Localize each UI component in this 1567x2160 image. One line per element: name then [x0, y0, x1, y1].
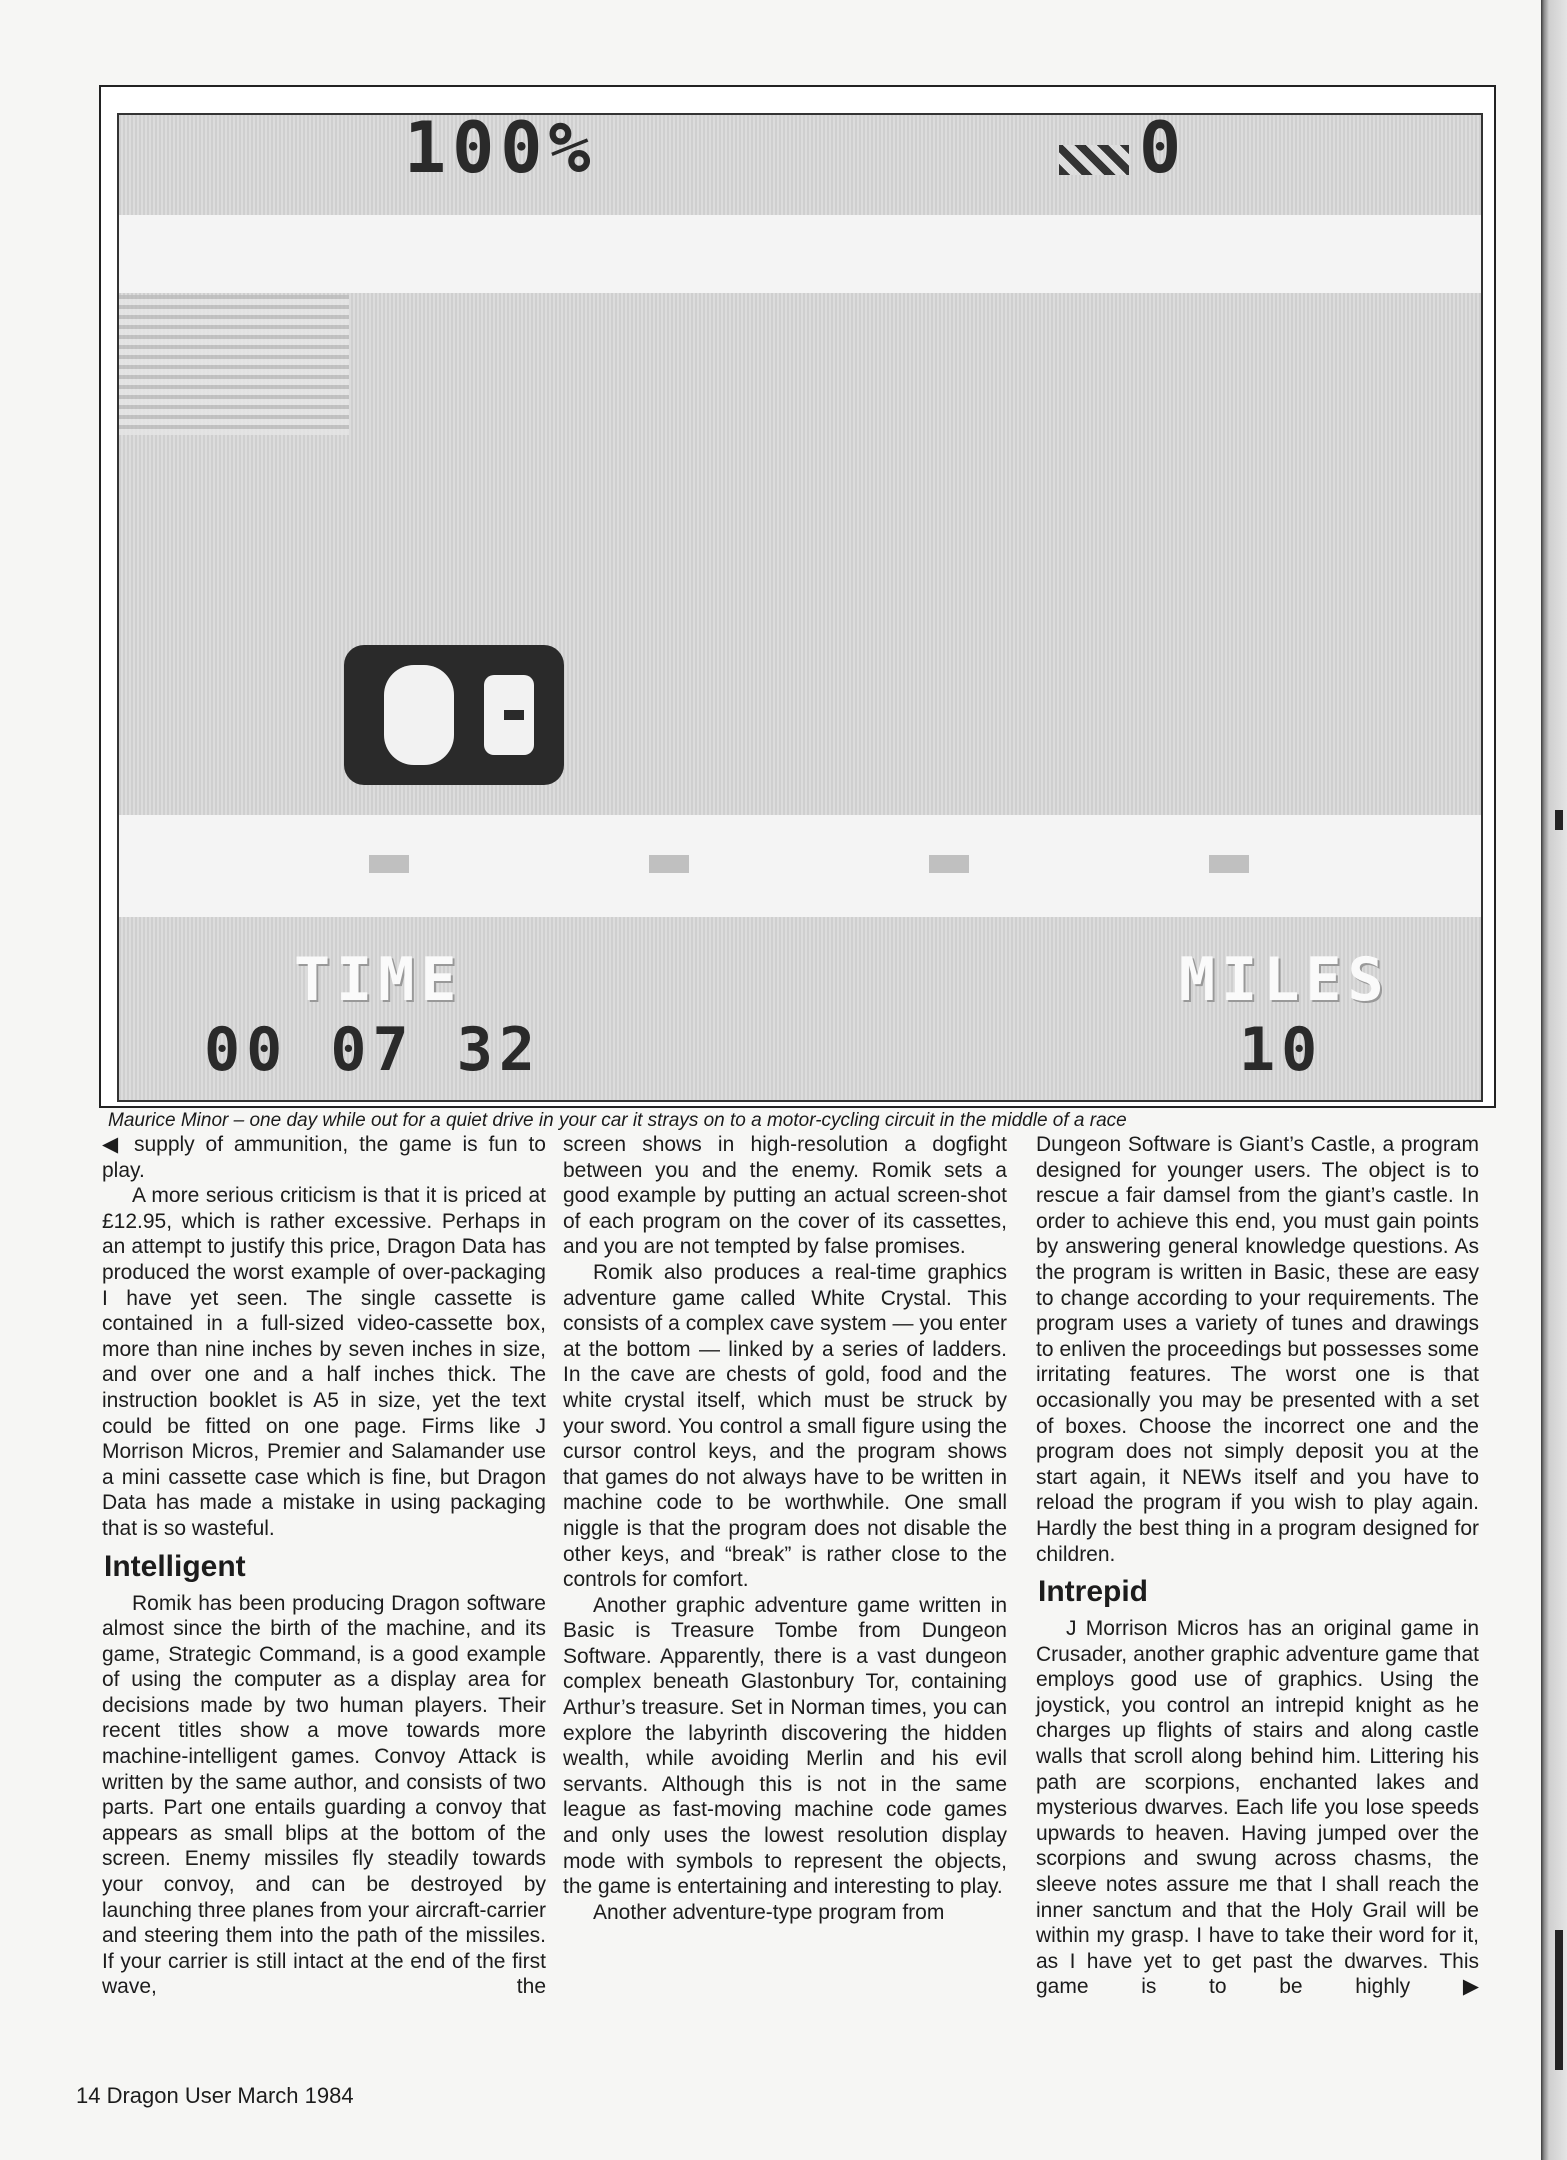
game-screenshot	[117, 113, 1483, 1102]
scan-edge	[1541, 0, 1567, 2160]
checkered-flag-icon	[1059, 145, 1129, 175]
section-heading: Intelligent	[104, 1549, 246, 1583]
paragraph: ◀ supply of ammunition, the game is fun to play.	[102, 1133, 546, 1182]
paragraph: Another adventure-type program from	[593, 1900, 945, 1924]
paragraph: Dungeon Software is Giant’s Castle, a program designed for younger users. The object is to rescue a fair damsel from the giant’s castle. In order to achieve this end, you must gain points by answering general knowledge questions. As the program is written in Basic, these are easy to change according to your requirements. The program uses a variety of tunes and drawings to enliven the proceedings but possesses some irritating features. The worst one is that occasionally you may be presented with a set of boxes. Choose the incorrect one and the program does not simply deposit you at the start again, it NEWs itself and you have to reload the program if you wish to play again. Hardly the best thing in a program designed for children.	[1036, 1133, 1479, 1566]
paragraph: Another graphic adventure game written in Basic is Treasure Tombe from Dungeon Software. Apparently, there is a vast dungeon complex beneath Glastonbury Tor, containing Arthur’s treasure. Set in Norman times, you can explore the labyrinth discovering the hidden wealth, while avoiding Merlin and his evil servants. Although this is not in the same league as fast-moving machine code games and only uses the lowest resolution display mode with symbols to represent the objects, the game is entertaining and interesting to play.	[563, 1593, 1007, 1899]
paragraph: A more serious criticism is that it is priced at £12.95, which is rather excessive. Perhaps in an attempt to justify this price, Dragon Data has produced the worst example of over-packaging I have yet seen. The single cassette is contained in a full-sized video-cassette box, more than nine inches by seven inches in size, and over one and a half inches thick. The instruction booklet is A5 in size, yet the text could be fitted on one page. Firms like J Morrison Micros, Premier and Salamander use a mini cassette case which is fine, but Dragon Data has made a mistake in using packaging that is so wasteful.	[102, 1184, 546, 1540]
section-heading: Intrepid	[1038, 1575, 1148, 1609]
track-band-top	[119, 215, 1481, 293]
flag-counter: 0	[1139, 113, 1188, 189]
motorcycle-marker	[369, 855, 409, 873]
motorcycle-marker	[929, 855, 969, 873]
motorcycle-marker	[1209, 855, 1249, 873]
roadside-blocks	[119, 295, 349, 435]
track-band-bottom	[119, 815, 1481, 917]
article-column-2	[563, 1132, 1007, 1925]
article-column-3	[1036, 1132, 1479, 2000]
miles-value: 10	[1239, 1015, 1324, 1085]
score-readout: 100%	[404, 113, 597, 189]
paragraph: J Morrison Micros has an original game in Crusader, another graphic adventure game that employs good use of graphics. Using the joystick, you control an intrepid knight as he charges up flights of stairs and along castle walls that scroll along behind him. Littering his path are scorpions, enchanted lakes and mysterious dwarves. Each life you lose speeds upwards to heaven. Having jumped over the scorpions and swung across chasms, the sleeve notes assure me that I shall reach the inner sanctum and that the Holy Grail will be within my grasp. I have to take their word for it, as I have yet to get past the dwarves. This game is to be highly ▶	[1036, 1617, 1479, 1999]
article-column-1	[102, 1132, 546, 2000]
paragraph: Romik also produces a real-time graphics adventure game called White Crystal. This consists of a complex cave system — you enter at the bottom — linked by a series of ladders. In the cave are chests of gold, food and the white crystal itself, which must be struck by your sword. You control a small figure using the cursor control keys, and the program shows that games do not always have to be written in machine code to be worthwhile. One small niggle is that the program does not disable the other keys, and “break” is rather close to the controls for comfort.	[563, 1260, 1007, 1592]
car-sprite	[334, 635, 574, 795]
time-value: 00 07 32	[204, 1015, 541, 1085]
page-footer: 14 Dragon User March 1984	[76, 2083, 354, 2108]
paragraph: Romik has been producing Dragon software almost since the birth of the machine, and its game, Strategic Command, is a good example of using the computer as a display area for decisions made by two human players. Their recent titles show a move towards more machine-intelligent games. Convoy Attack is written by the same author, and consists of two parts. Part one entails guarding a convoy that appears as small blips at the bottom of the screen. Enemy missiles fly steadily towards your convoy, and can be destroyed by launching three planes from your aircraft-carrier and steering them into the path of the missiles. If your carrier is still intact at the end of the first wave, the	[102, 1591, 546, 1999]
figure-frame	[99, 85, 1496, 1108]
paragraph: screen shows in high-resolution a dogfight between you and the enemy. Romik sets a good example by putting an actual screen-shot of each program on the cover of its cassettes, and you are not tempted by false promises.	[563, 1133, 1007, 1259]
edge-mark	[1555, 1930, 1563, 2070]
miles-label: MILES	[1179, 945, 1390, 1015]
edge-mark	[1555, 810, 1563, 830]
figure-caption: Maurice Minor – one day while out for a quiet drive in your car it strays on to a motor-cycling circuit in the middle of a race	[108, 1110, 1127, 1131]
time-label: TIME	[294, 945, 463, 1015]
motorcycle-marker	[649, 855, 689, 873]
